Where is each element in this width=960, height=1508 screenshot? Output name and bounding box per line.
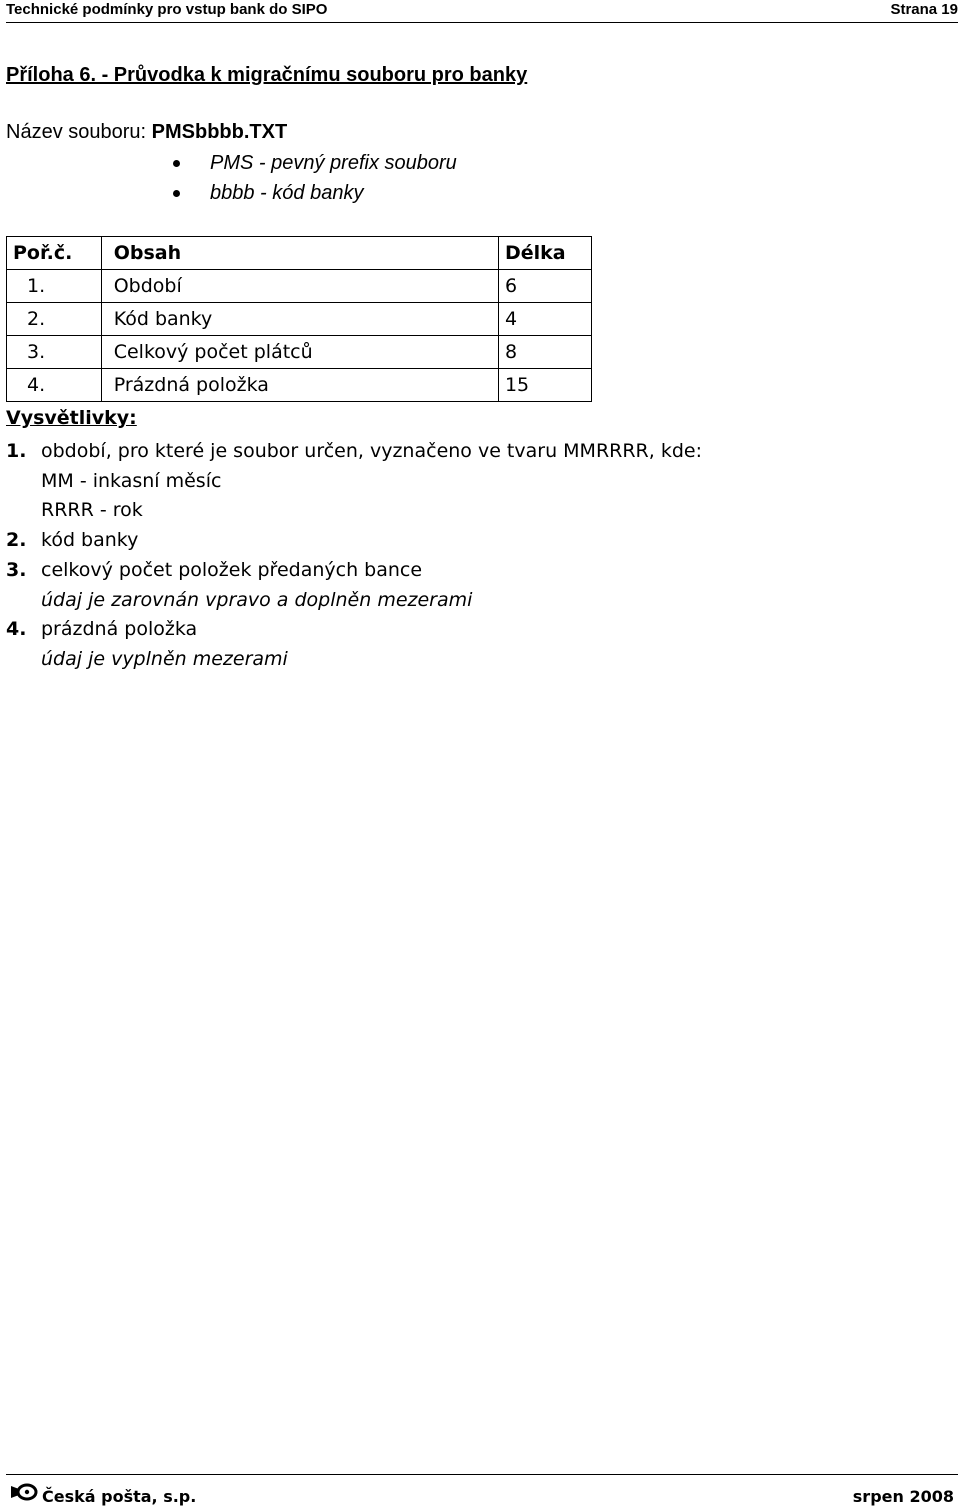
bullet-item: PMS - pevný prefix souboru	[168, 150, 457, 180]
note-subitem: MM - inkasní měsíc	[41, 469, 222, 492]
cell-order: 1.	[7, 270, 102, 303]
column-header-length: Délka	[498, 237, 591, 270]
note-number: 4.	[6, 618, 27, 641]
cell-content: Prázdná položka	[101, 369, 498, 402]
legend-notes	[6, 437, 702, 675]
structure-table	[6, 236, 592, 402]
bullet-item: bbbb - kód banky	[168, 180, 457, 210]
cell-length: 6	[498, 270, 591, 303]
cell-length: 15	[498, 369, 591, 402]
header-page-number: Strana 19	[890, 1, 958, 18]
footer-date: srpen 2008	[852, 1487, 954, 1506]
note-italic-detail: údaj je vyplněn mezerami	[41, 647, 288, 670]
cell-order: 4.	[7, 369, 102, 402]
cell-content: Kód banky	[101, 303, 498, 336]
posthorn-logo-icon	[10, 1483, 38, 1501]
note-text: celkový počet položek předaných bance	[41, 558, 423, 581]
page-header	[6, 0, 958, 23]
cell-order: 2.	[7, 303, 102, 336]
note-number: 1.	[6, 440, 27, 462]
note-item	[6, 556, 702, 586]
cell-length: 8	[498, 336, 591, 369]
table-row	[7, 303, 592, 336]
column-header-content: Obsah	[101, 237, 498, 270]
file-name-label: Název souboru:	[6, 121, 152, 143]
note-italic-detail: údaj je zarovnán vpravo a doplněn mezerami	[41, 588, 473, 611]
note-number: 3.	[6, 558, 27, 581]
page-title: Příloha 6. - Průvodka k migračnímu souboru pro banky	[6, 64, 528, 86]
bullet-dot-icon	[173, 160, 180, 167]
legend-title: Vysvětlivky:	[6, 407, 137, 429]
note-number: 2.	[6, 529, 27, 552]
cell-content: Celkový počet plátců	[101, 336, 498, 369]
note-text: kód banky	[41, 529, 139, 552]
page-footer	[6, 1474, 958, 1507]
cell-content: Období	[101, 270, 498, 303]
cell-length: 4	[498, 303, 591, 336]
note-text: prázdná položka	[41, 618, 198, 641]
note-item	[6, 526, 702, 556]
note-text: období, pro které je soubor určen, vyznačeno ve tvaru MMRRRR, kde:	[41, 440, 702, 462]
file-name-line	[6, 121, 287, 144]
cell-order: 3.	[7, 336, 102, 369]
table-header-row	[7, 237, 592, 270]
note-item	[6, 615, 702, 645]
bullet-dot-icon	[173, 190, 180, 197]
column-header-order: Poř.č.	[7, 237, 102, 270]
file-name-bullets	[168, 150, 457, 210]
table-row	[7, 270, 592, 303]
header-doc-title: Technické podmínky pro vstup bank do SIPO	[6, 1, 328, 18]
note-subitem: RRRR - rok	[41, 499, 143, 522]
file-name-value: PMSbbbb.TXT	[151, 121, 288, 143]
note-item	[6, 437, 702, 467]
table-row	[7, 336, 592, 369]
footer-company: Česká pošta, s.p.	[42, 1487, 197, 1506]
table-row	[7, 369, 592, 402]
